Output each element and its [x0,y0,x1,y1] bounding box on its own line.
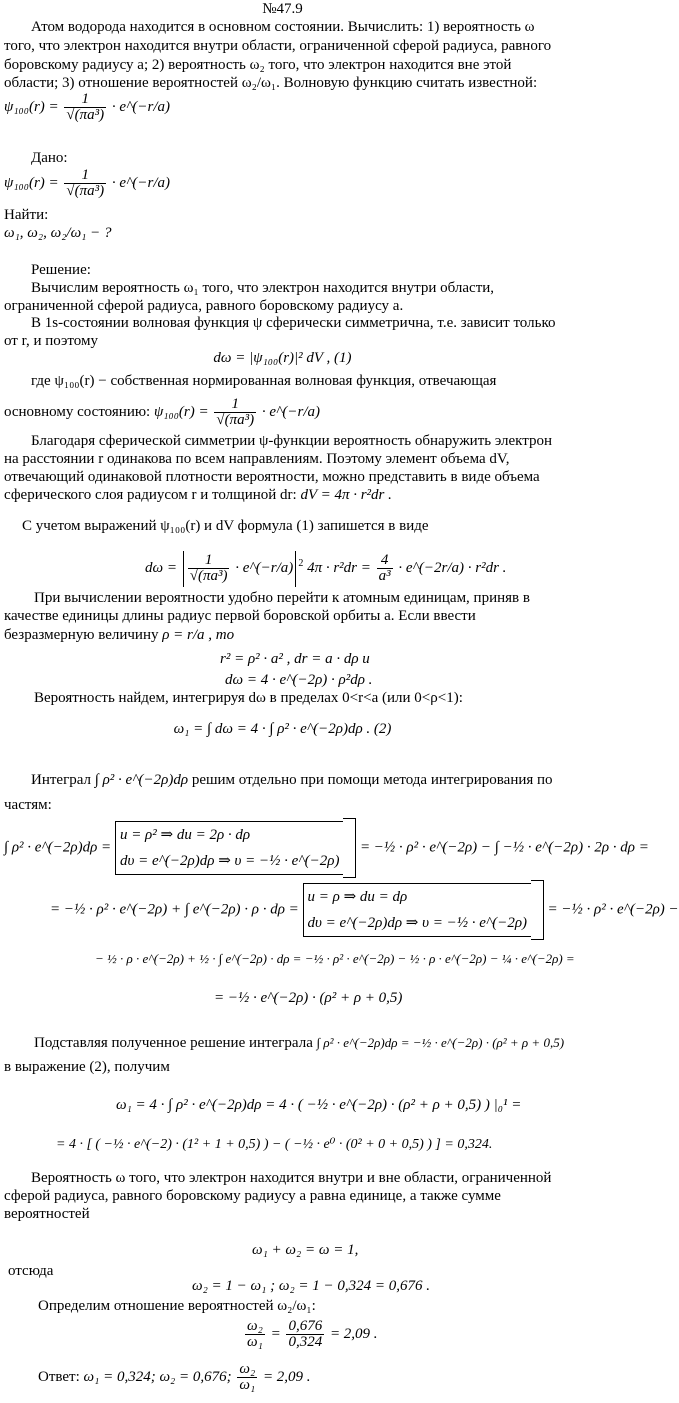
solution-p11: отсюда [8,1263,54,1279]
solution-p3-line-1: где ψ₁₀₀(r) − собственная нормированная волновая функция, отвечающая [31,373,497,389]
solution-p10-line-2: сферой радиуса, равного боровскому радиусу a равна единице, а также сумме [4,1188,501,1204]
solution-p4-line-2: на расстоянии r одинакова по всем направлениям. Поэтому элемент объема dV, [4,451,510,467]
sum-equation: ω₁ + ω₂ = ω = 1, [252,1242,359,1258]
solution-p3-line-2: основному состоянию: ψ₁₀₀(r) = $\frac{1}{\text{√(πa³)}}$ · e^(−r/a) [4,396,320,429]
solution-p4-line-3: отвечающий одинаковой плотности вероятности, можно представить в виде объема [4,469,540,485]
solution-label: Решение: [31,262,91,278]
parts-step-b: = −½ · ρ² · e^(−2ρ) + ∫ e^(−2ρ) · ρ · dρ = u = ρ ⇒ du = dρ dυ = e^(−2ρ)dρ ⇒ υ = −½ · e^(−2ρ) = −½ · ρ² · e^(−2ρ) − [50,880,679,940]
omega1-calc-line-2: = 4 · [ ( −½ · e^(−2) · (1² + 1 + 0,5) ) − ( −½ · e⁰ · (0² + 0 + 0,5) ) ] = 0,324. [56,1137,493,1152]
solution-p1-line-1: Вычислим вероятность ω₁ того, что электрон находится внутри области, [31,280,495,296]
solution-p8-line-2: частям: [4,797,52,813]
solution-p10-line-1: Вероятность ω того, что электрон находится внутри и вне области, ограниченной [31,1170,552,1186]
omega1-integral-equation: ω₁ = ∫ dω = 4 · ∫ ρ² · e^(−2ρ)dρ . (2) [173,721,392,737]
ratio-equation: $\frac{\text{ω₂}}{\text{ω₁}}$ = $\frac{0,676}{0,324}$ = 2,09 . [247,1318,378,1351]
parts-step-a: ∫ ρ² · e^(−2ρ)dρ = u = ρ² ⇒ du = 2ρ · dρ dυ = e^(−2ρ)dρ ⇒ υ = −½ · e^(−2ρ) = −½ · ρ² · e^(−2ρ) − ∫ −½ · e^(−2ρ) · 2ρ · dρ = [4,818,649,878]
statement-line-4: области; 3) отношение вероятностей ω₂/ω₁. Волновую функцию считать известной: [4,75,538,91]
solution-p6-line-2: качестве единицы длины радиус первой боровской орбиты a. Если ввести [4,608,476,624]
solution-p5: С учетом выражений ψ₁₀₀(r) и dV формула (1) запишется в виде [22,518,429,534]
parts-step-c: − ½ · ρ · e^(−2ρ) + ½ · ∫ e^(−2ρ) · dρ = −½ · ρ² · e^(−2ρ) − ½ · ρ · e^(−2ρ) − ¼ · e^(−2ρ) = [95,951,575,966]
solution-p4-line-4: сферического слоя радиусом r и толщиной dr: dV = 4π · r²dr . [4,487,392,503]
solution-p6-line-3: безразмерную величину ρ = r/a , то [4,627,235,643]
solution-p4-line-1: Благодаря сферической симметрии ψ-функции вероятность обнаружить электрон [31,433,553,449]
r-squared-equation: r² = ρ² · a² , dr = a · dρ и [220,651,370,667]
solution-p9-line-2: в выражение (2), получим [4,1059,170,1075]
statement-line-2: того, что электрон находится внутри области, ограниченной сферой радиуса, равного [4,38,552,54]
find-value: ω₁, ω₂, ω₂/ω₁ − ? [4,225,112,241]
omega2-equation: ω₂ = 1 − ω₁ ; ω₂ = 1 − 0,324 = 0,676 . [192,1278,431,1294]
solution-p9-line-1: Подставляя полученное решение интеграла ∫ ρ² · e^(−2ρ)dρ = −½ · e^(−2ρ) · (ρ² + ρ + 0,5) [34,1035,565,1051]
solution-p6-line-1: При вычислении вероятности удобно перейти к атомным единицам, приняв в [34,590,530,606]
given-label: Дано: [31,150,68,166]
solution-p8-line-1: Интеграл ∫ ρ² · e^(−2ρ)dρ решим отдельно при помощи метода интегрирования по [31,772,553,788]
answer-line: Ответ: ω₁ = 0,324; ω₂ = 0,676; $\frac{\text{ω₂}}{\text{ω₁}}$ = 2,09 . [38,1361,311,1394]
substituted-equation: dω = $\frac{1}{\text{√(πa³)}}$ · e^(−r/a) $^2$ 4π · r²dr = $\frac{4}{\text{a³}}$ · e^(−2r/a) · r²dr . [145,538,506,594]
solution-p7: Вероятность найдем, интегрируя dω в пределах 0<r<a (или 0<ρ<1): [34,690,463,706]
find-label: Найти: [4,207,49,223]
solution-p12: Определим отношение вероятностей ω₂/ω₁: [38,1298,316,1314]
omega1-calc-line-1: ω₁ = 4 · ∫ ρ² · e^(−2ρ)dρ = 4 · ( −½ · e^(−2ρ) · (ρ² + ρ + 0,5) ) |₀¹ = [116,1097,522,1113]
parts-step-d: = −½ · e^(−2ρ) · (ρ² + ρ + 0,5) [214,990,403,1006]
domega-equation: dω = |ψ₁₀₀(r)|² dV , (1) [213,350,352,366]
statement-line-1: Атом водорода находится в основном состоянии. Вычислить: 1) вероятность ω [31,19,535,35]
solution-p10-line-3: вероятностей [4,1206,90,1222]
psi-formula-given: ψ₁₀₀(r) = $\frac{1}{\text{√(πa³)}}$ · e^(−r/a) [4,167,171,200]
domega-rho-equation: dω = 4 · e^(−2ρ) · ρ²dρ . [225,672,373,688]
problem-number: №47.9 [262,1,303,17]
statement-line-3: боровскому радиусу a; 2) вероятность ω₂ того, что электрон находится вне этой [4,57,512,73]
solution-p2-line-2: от r, и поэтому [4,333,98,349]
psi-formula-statement: ψ₁₀₀(r) = $\frac{1}{\text{√(πa³)}}$ · e^(−r/a) [4,91,171,124]
solution-p1-line-2: ограниченной сферой радиуса, равного боровскому радиусу a. [4,298,404,314]
solution-p2-line-1: В 1s-состоянии волновая функция ψ сферически симметрична, т.е. зависит только [31,315,556,331]
